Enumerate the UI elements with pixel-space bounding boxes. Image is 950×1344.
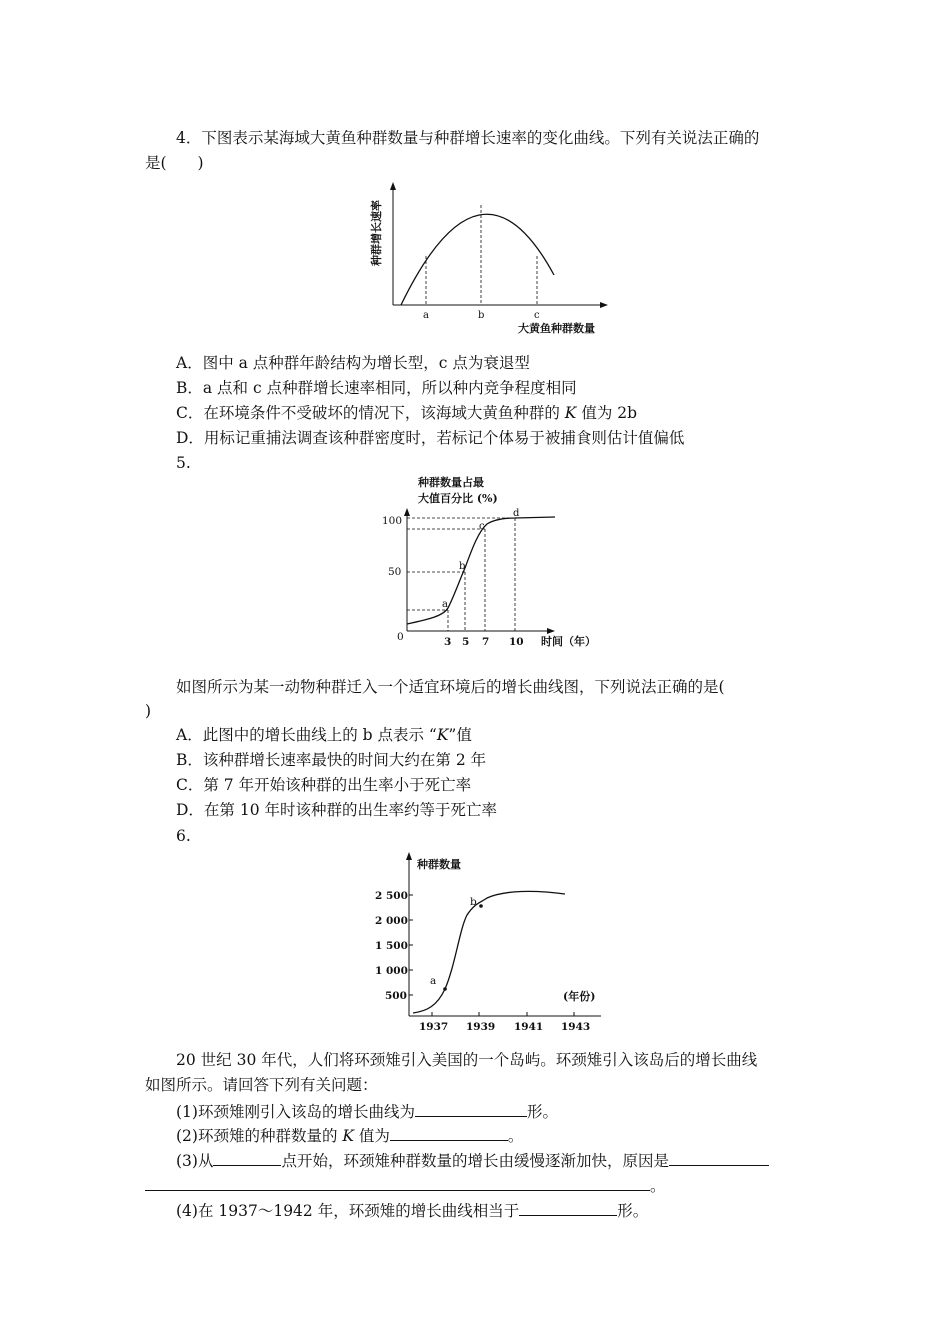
q4-option-b: B．a 点和 c 点种群增长速率相同，所以种内竞争程度相同 <box>176 379 577 397</box>
q4-tick-c: c <box>534 310 540 321</box>
q5-option-a-pre: A．此图中的增长曲线上的 b 点表示 “ <box>176 726 437 744</box>
q6-xtick-1937: 1937 <box>419 1021 449 1033</box>
q4-xlabel: 大黄鱼种群数量 <box>518 322 595 335</box>
q5-y-arrow <box>404 508 410 516</box>
q5-xtick-10: 10 <box>509 636 524 648</box>
q6-sub3-mid: 点开始，环颈雉种群数量的增长由缓慢逐渐加快，原因是 <box>281 1152 669 1170</box>
q4-option-c-k: K <box>564 404 577 422</box>
q6-sub2-post: 。 <box>507 1127 524 1145</box>
q5-option-a-post: ”值 <box>448 726 472 744</box>
q5-option-d: D．在第 10 年时该种群的出生率约等于死亡率 <box>176 801 498 819</box>
q6-sub4-pre: (4)在 1937～1942 年，环颈雉的增长曲线相当于 <box>176 1202 520 1220</box>
q6-sub1 <box>176 1100 558 1122</box>
q4-option-c <box>176 403 637 423</box>
q6-sub3-blank1[interactable] <box>213 1149 281 1166</box>
q5-option-a-k: K <box>436 726 449 744</box>
q6-ytick-2500: 2 500 <box>375 890 408 902</box>
q4-option-d: D．用标记重捕法调查该种群密度时，若标记个体易于被捕食则估计值偏低 <box>176 429 685 447</box>
q6-sub1-post: 形。 <box>526 1103 558 1121</box>
q4-tick-b: b <box>478 310 485 321</box>
q6-point-a-dot <box>443 987 447 991</box>
q5-ylabel-line1: 种群数量占最 <box>418 476 484 489</box>
q6-xtick-1943: 1943 <box>561 1021 591 1033</box>
q5-stem-line1: 如图所示为某一动物种群迁入一个适宜环境后的增长曲线图，下列说法正确的是( <box>176 678 725 696</box>
q6-ytick-500: 500 <box>385 990 407 1002</box>
q6-ytick-1000: 1 000 <box>375 965 408 977</box>
q6-sub4 <box>176 1199 648 1221</box>
q6-sub2-mid: 值为 <box>353 1127 390 1145</box>
q4-ylabel: 种群增长速率 <box>370 200 383 266</box>
q6-curve <box>413 891 565 1013</box>
q4-option-a: A．图中 a 点种群年龄结构为增长型，c 点为衰退型 <box>176 354 530 372</box>
q6-unit: (年份) <box>563 990 596 1003</box>
q4-chart <box>365 178 625 338</box>
q5-xlabel: 时间（年） <box>541 635 596 648</box>
q5-point-c: c <box>479 521 485 532</box>
q5-xtick-7: 7 <box>482 636 490 648</box>
q6-ytick-2000: 2 000 <box>375 915 408 927</box>
q6-ytick-1500: 1 500 <box>375 940 408 952</box>
q6-point-b: b <box>470 896 477 908</box>
q6-stem-line1: 20 世纪 30 年代，人们将环颈雉引入美国的一个岛屿。环颈雉引入该岛后的增长曲线 <box>176 1051 758 1069</box>
q6-point-a: a <box>430 975 437 987</box>
q5-option-b: B．该种群增长速率最快的时间大约在第 2 年 <box>176 751 487 769</box>
q6-sub2 <box>176 1124 523 1146</box>
q6-sub2-pre: (2)环颈雉的种群数量的 <box>176 1127 343 1145</box>
q6-sub2-k: K <box>342 1127 354 1145</box>
q5-ytick-100: 100 <box>382 515 403 527</box>
q6-y-arrow <box>406 852 412 860</box>
q6-sub3-blank2[interactable] <box>669 1149 769 1166</box>
q6-sub3-cont <box>145 1174 666 1196</box>
q6-sub4-post: 形。 <box>617 1202 649 1220</box>
q5-point-a: a <box>442 599 448 610</box>
q4-x-arrow <box>600 302 608 308</box>
q4-stem-line1: 4．下图表示某海域大黄鱼种群数量与种群增长速率的变化曲线。下列有关说法正确的 <box>176 129 760 147</box>
q4-stem-line2: 是( ) <box>145 154 204 172</box>
q6-stem-line2: 如图所示。请回答下列有关问题： <box>145 1076 378 1094</box>
q5-origin: 0 <box>397 631 404 643</box>
q5-option-c: C．第 7 年开始该种群的出生率小于死亡率 <box>176 776 472 794</box>
q6-sub4-blank[interactable] <box>519 1199 617 1216</box>
q6-number: 6. <box>176 827 191 845</box>
q6-sub1-blank[interactable] <box>415 1100 527 1117</box>
q5-x-arrow <box>547 628 555 634</box>
q5-stem-line2: ) <box>145 702 152 720</box>
q5-xtick-3: 3 <box>444 636 452 648</box>
q6-chart <box>365 848 615 1038</box>
q6-point-b-dot <box>479 904 483 908</box>
q6-sub1-pre: (1)环颈雉刚引入该岛的增长曲线为 <box>176 1103 415 1121</box>
q5-ytick-50: 50 <box>388 566 402 578</box>
q5-point-b: b <box>459 561 466 572</box>
q4-curve <box>401 214 554 305</box>
q4-tick-a: a <box>423 310 429 321</box>
q5-point-d: d <box>513 508 520 519</box>
q6-sub2-blank[interactable] <box>390 1124 508 1141</box>
q6-sub3 <box>176 1149 769 1171</box>
q6-xtick-1941: 1941 <box>514 1021 544 1033</box>
q5-xtick-5: 5 <box>462 636 470 648</box>
q6-sub3-end: 。 <box>650 1177 666 1195</box>
q5-curve <box>407 517 555 624</box>
q4-option-c-post: 值为 2b <box>576 404 638 422</box>
q5-option-a <box>176 725 472 745</box>
q4-y-arrow <box>390 182 396 190</box>
q5-ylabel-line2: 大值百分比 (%) <box>418 492 498 505</box>
q6-sub3-pre: (3)从 <box>176 1152 214 1170</box>
q4-option-c-pre: C．在环境条件不受破坏的情况下，该海域大黄鱼种群的 <box>176 404 565 422</box>
q5-chart <box>375 474 615 654</box>
q6-xtick-1939: 1939 <box>466 1021 496 1033</box>
q6-ylabel: 种群数量 <box>417 858 461 871</box>
q5-number: 5. <box>176 454 191 472</box>
q6-sub3-blank3[interactable] <box>145 1174 650 1191</box>
